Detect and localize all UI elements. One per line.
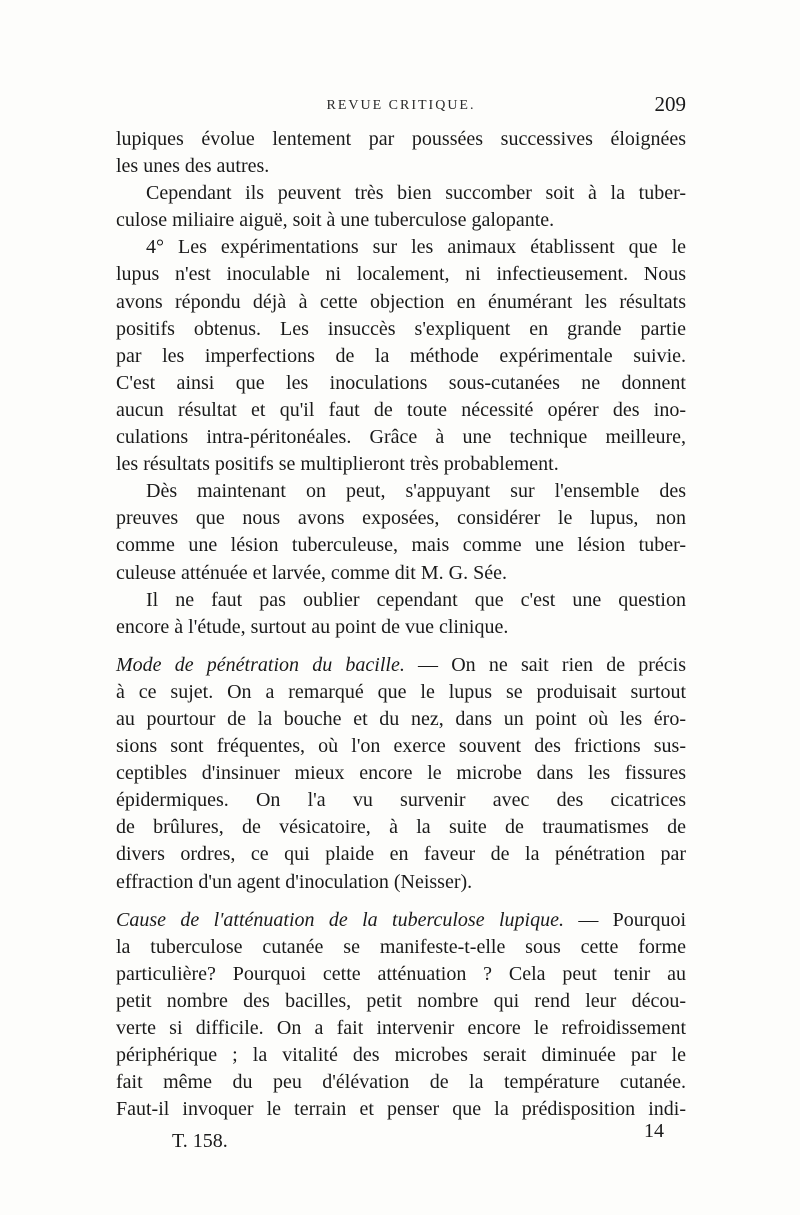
text-line: à ce sujet. On a remarqué que le lupus se produisait surtout	[116, 680, 686, 703]
text-line: C'est ainsi que les inoculations sous-cutanées ne donnent	[116, 371, 686, 394]
text-line: culations intra-péritonéales. Grâce à une technique meilleure,	[116, 426, 686, 449]
text-line: les unes des autres.	[116, 155, 270, 178]
em-dash: —	[578, 908, 599, 931]
text-line: culeuse atténuée et larvée, comme dit M. G. Sée.	[116, 561, 507, 584]
text-line: fait même du peu d'élévation de la température cutanée.	[116, 1071, 686, 1094]
text-line: périphérique ; la vitalité des microbes serait diminuée par le	[116, 1044, 686, 1067]
running-head: REVUE CRITIQUE.	[326, 98, 476, 113]
text-line: particulière? Pourquoi cette atténuation ? Cela peut tenir au	[116, 962, 686, 985]
text-line: petit nombre des bacilles, petit nombre qui rend leur décou-	[116, 989, 686, 1012]
page-header	[116, 92, 686, 122]
body-text	[116, 126, 686, 1123]
signature-mark: T. 158.	[172, 1130, 228, 1152]
text-line: Faut-il invoquer le terrain et penser que la prédisposition indi-	[116, 1098, 686, 1121]
text-fragment: Pourquoi	[612, 908, 687, 931]
page-footer	[116, 1120, 686, 1150]
text-line: preuves que nous avons exposées, considérer le lupus, non	[116, 507, 686, 530]
text-line: culose miliaire aiguë, soit à une tuberculose galopante.	[116, 209, 555, 232]
text-line: positifs obtenus. Les insuccès s'expliquent en grande partie	[116, 317, 686, 340]
em-dash: —	[418, 653, 439, 676]
section-heading-line	[116, 907, 686, 934]
text-line: les résultats positifs se multiplieront très probablement.	[116, 453, 559, 476]
text-line: Cependant ils peuvent très bien succomber soit à la tuber-	[146, 182, 686, 205]
page-number: 209	[654, 92, 686, 116]
text-line: épidermiques. On l'a vu survenir avec des cicatrices	[116, 789, 686, 812]
text-line: effraction d'un agent d'inoculation (Neisser).	[116, 870, 473, 893]
text-line: avons répondu déjà à cette objection en énumérant les résultats	[116, 290, 686, 313]
text-line: encore à l'étude, surtout au point de vue clinique.	[116, 615, 509, 638]
text-line: Dès maintenant on peut, s'appuyant sur l'ensemble des	[146, 480, 686, 503]
section-heading-line	[116, 652, 686, 679]
text-line: lupiques évolue lentement par poussées successives éloignées	[116, 128, 686, 150]
text-line: sions sont fréquentes, où l'on exerce souvent des frictions sus-	[116, 735, 686, 758]
text-line: verte si difficile. On a fait intervenir encore le refroidissement	[116, 1017, 686, 1039]
text-fragment: On ne sait rien de précis	[451, 653, 687, 676]
text-line: Il ne faut pas oublier cependant que c'est une question	[146, 588, 686, 611]
section-heading-cause: Cause de l'atténuation de la tuberculose lupique.	[116, 908, 564, 931]
section-heading-mode: Mode de pénétration du bacille.	[116, 653, 405, 676]
text-line: divers ordres, ce qui plaide en faveur de la pénétration par	[116, 843, 686, 866]
text-line: lupus n'est inoculable ni localement, ni infectieusement. Nous	[116, 263, 686, 286]
text-line: aucun résultat et qu'il faut de toute nécessité opérer des ino-	[116, 398, 686, 421]
text-line: 4° Les expérimentations sur les animaux établissent que le	[146, 236, 686, 259]
text-line: de brûlures, de vésicatoire, à la suite de traumatismes de	[116, 816, 686, 839]
text-line: la tuberculose cutanée se manifeste-t-elle sous cette forme	[116, 935, 686, 958]
sheet-number: 14	[644, 1120, 664, 1142]
text-line: ceptibles d'insinuer mieux encore le microbe dans les fissures	[116, 762, 686, 785]
text-line: par les imperfections de la méthode expérimentale suivie.	[116, 344, 686, 367]
text-line: comme une lésion tuberculeuse, mais comme une lésion tuber-	[116, 534, 686, 557]
text-line: au pourtour de la bouche et du nez, dans un point où les éro-	[116, 707, 686, 730]
